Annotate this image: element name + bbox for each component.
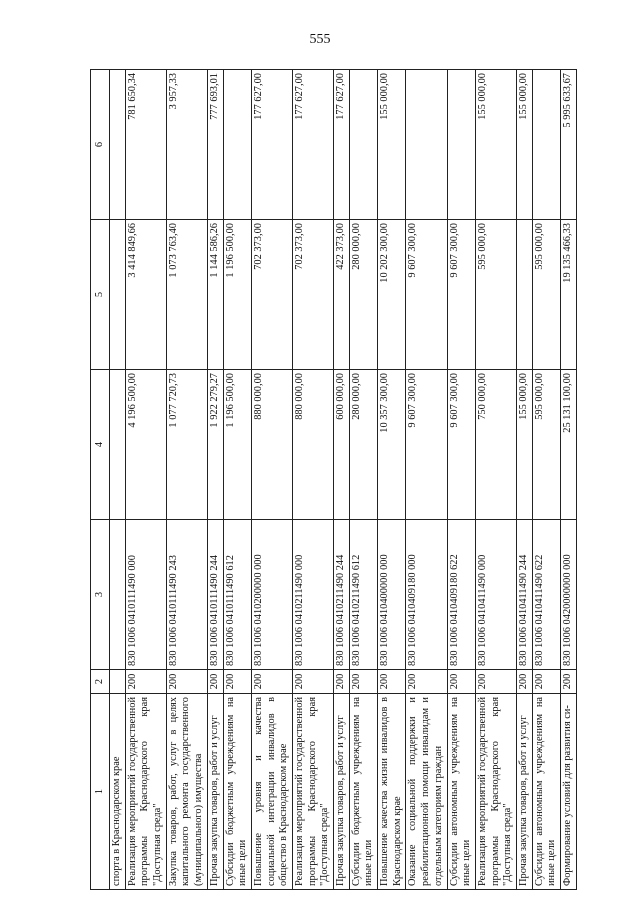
- cell-description: Повышение качества жизни инвалидов в Краснодарском крае: [378, 694, 406, 890]
- cell-budget-code: 830 1006 0410211490 244: [334, 520, 350, 670]
- cell-description: спорта в Краснодарском крае: [110, 694, 126, 890]
- column-header: 5: [91, 220, 110, 370]
- table-row: [516, 70, 532, 890]
- cell-remaining-amount: 177 627,00: [292, 70, 333, 220]
- budget-table: [90, 69, 577, 890]
- cell-remaining-amount: 5 995 633,67: [561, 70, 577, 220]
- table-row: [334, 70, 350, 890]
- cell-description: Формирование условий для развития си-: [561, 694, 577, 890]
- cell-code: 200: [406, 670, 447, 694]
- cell-executed-amount: 280 000,00: [349, 220, 377, 370]
- cell-budget-code: 830 1006 0410411490 622: [532, 520, 560, 670]
- cell-remaining-amount: 781 650,34: [125, 70, 166, 220]
- cell-planned-amount: 880 000,00: [251, 370, 292, 520]
- cell-description: Закупка товаров, работ, услуг в целях капитального ремонта государственного (муниципального) имущества: [166, 694, 207, 890]
- table-row: [349, 70, 377, 890]
- cell-budget-code: 830 1006 0410411490 244: [516, 520, 532, 670]
- cell-executed-amount: 595 000,00: [475, 220, 516, 370]
- cell-description: Субсидии бюджетным учреждениям на иные цели: [349, 694, 377, 890]
- cell-code: 200: [125, 670, 166, 694]
- cell-planned-amount: 10 357 300,00: [378, 370, 406, 520]
- cell-executed-amount: 702 373,00: [251, 220, 292, 370]
- cell-budget-code: 830 1006 0410211490 000: [292, 520, 333, 670]
- cell-description: Прочая закупка товаров, работ и услуг: [207, 694, 223, 890]
- cell-code: 200: [447, 670, 475, 694]
- cell-executed-amount: 10 202 300,00: [378, 220, 406, 370]
- column-header: 2: [91, 670, 110, 694]
- cell-description: Прочая закупка товаров, работ и услуг: [334, 694, 350, 890]
- cell-remaining-amount: [349, 70, 377, 220]
- table-row: [532, 70, 560, 890]
- cell-budget-code: 830 1006 0410211490 612: [349, 520, 377, 670]
- cell-code: 200: [166, 670, 207, 694]
- table-row: [561, 70, 577, 890]
- cell-code: 200: [334, 670, 350, 694]
- cell-description: Субсидии бюджетным учреждениям на иные цели: [223, 694, 251, 890]
- cell-code: 200: [532, 670, 560, 694]
- cell-code: 200: [292, 670, 333, 694]
- cell-budget-code: [110, 520, 126, 670]
- cell-planned-amount: 750 000,00: [475, 370, 516, 520]
- cell-description: Реализация мероприятий государственной программы Краснодарского края "Доступная среда": [292, 694, 333, 890]
- cell-planned-amount: 9 607 300,00: [447, 370, 475, 520]
- cell-remaining-amount: 3 957,33: [166, 70, 207, 220]
- cell-planned-amount: 1 196 500,00: [223, 370, 251, 520]
- cell-remaining-amount: 177 627,00: [251, 70, 292, 220]
- cell-planned-amount: 25 131 100,00: [561, 370, 577, 520]
- cell-executed-amount: [516, 220, 532, 370]
- cell-planned-amount: 1 077 720,73: [166, 370, 207, 520]
- rotated-table-container: [90, 70, 617, 890]
- cell-executed-amount: [110, 220, 126, 370]
- cell-budget-code: 830 1006 0410111490 000: [125, 520, 166, 670]
- cell-remaining-amount: [223, 70, 251, 220]
- cell-budget-code: 830 1006 0410111490 612: [223, 520, 251, 670]
- table-row: [223, 70, 251, 890]
- cell-planned-amount: 595 000,00: [532, 370, 560, 520]
- table-row: [110, 70, 126, 890]
- cell-executed-amount: 9 607 300,00: [406, 220, 447, 370]
- cell-executed-amount: 702 373,00: [292, 220, 333, 370]
- cell-planned-amount: 9 607 300,00: [406, 370, 447, 520]
- page-number: 555: [309, 32, 331, 47]
- column-header: 4: [91, 370, 110, 520]
- table-row: [166, 70, 207, 890]
- rotated-table-frame: [90, 70, 617, 890]
- cell-remaining-amount: 155 000,00: [475, 70, 516, 220]
- cell-remaining-amount: 177 627,00: [334, 70, 350, 220]
- column-header: 1: [91, 694, 110, 890]
- cell-budget-code: 830 1006 0420000000 000: [561, 520, 577, 670]
- cell-remaining-amount: 155 000,00: [378, 70, 406, 220]
- table-row: [292, 70, 333, 890]
- cell-planned-amount: 880 000,00: [292, 370, 333, 520]
- cell-description: Реализация мероприятий государственной программы Краснодарского края "Доступная среда": [475, 694, 516, 890]
- cell-planned-amount: 1 922 279,27: [207, 370, 223, 520]
- cell-executed-amount: 1 144 586,26: [207, 220, 223, 370]
- cell-description: Повышение уровня и качества социальной интеграции инвалидов в общество в Краснодарском крае: [251, 694, 292, 890]
- cell-code: 200: [207, 670, 223, 694]
- cell-planned-amount: 600 000,00: [334, 370, 350, 520]
- cell-code: 200: [516, 670, 532, 694]
- cell-description: Оказание социальной поддержки и реабилитационной помощи инвалидам и отдельным категориям граждан: [406, 694, 447, 890]
- cell-executed-amount: 19 135 466,33: [561, 220, 577, 370]
- cell-code: 200: [349, 670, 377, 694]
- cell-remaining-amount: 155 000,00: [516, 70, 532, 220]
- table-header-row: [91, 70, 110, 890]
- cell-code: 200: [223, 670, 251, 694]
- cell-budget-code: 830 1006 0410111490 244: [207, 520, 223, 670]
- cell-budget-code: 830 1006 0410411490 000: [475, 520, 516, 670]
- cell-code: 200: [251, 670, 292, 694]
- cell-budget-code: 830 1006 0410409180 622: [447, 520, 475, 670]
- cell-remaining-amount: 777 693,01: [207, 70, 223, 220]
- cell-planned-amount: 155 000,00: [516, 370, 532, 520]
- cell-code: 200: [561, 670, 577, 694]
- cell-budget-code: 830 1006 0410111490 243: [166, 520, 207, 670]
- table-row: [125, 70, 166, 890]
- cell-budget-code: 830 1006 0410200000 000: [251, 520, 292, 670]
- budget-table-body: [91, 70, 577, 890]
- cell-description: Реализация мероприятий государственной программы Краснодарского края "Доступная среда": [125, 694, 166, 890]
- cell-remaining-amount: [406, 70, 447, 220]
- cell-remaining-amount: [532, 70, 560, 220]
- cell-executed-amount: 595 000,00: [532, 220, 560, 370]
- cell-executed-amount: 1 073 763,40: [166, 220, 207, 370]
- cell-code: 200: [378, 670, 406, 694]
- cell-code: [110, 670, 126, 694]
- cell-executed-amount: 1 196 500,00: [223, 220, 251, 370]
- table-row: [207, 70, 223, 890]
- cell-planned-amount: 4 196 500,00: [125, 370, 166, 520]
- cell-budget-code: 830 1006 0410409180 000: [406, 520, 447, 670]
- cell-description: Субсидии автономным учреждениям на иные цели: [447, 694, 475, 890]
- cell-planned-amount: 280 000,00: [349, 370, 377, 520]
- cell-code: 200: [475, 670, 516, 694]
- table-row: [378, 70, 406, 890]
- column-header: 3: [91, 520, 110, 670]
- cell-description: Прочая закупка товаров, работ и услуг: [516, 694, 532, 890]
- column-header: 6: [91, 70, 110, 220]
- table-row: [406, 70, 447, 890]
- cell-executed-amount: 422 373,00: [334, 220, 350, 370]
- cell-planned-amount: [110, 370, 126, 520]
- cell-remaining-amount: [110, 70, 126, 220]
- cell-executed-amount: 9 607 300,00: [447, 220, 475, 370]
- table-row: [251, 70, 292, 890]
- cell-description: Субсидии автономным учреждениям на иные цели: [532, 694, 560, 890]
- cell-remaining-amount: [447, 70, 475, 220]
- table-row: [447, 70, 475, 890]
- cell-executed-amount: 3 414 849,66: [125, 220, 166, 370]
- table-row: [475, 70, 516, 890]
- cell-budget-code: 830 1006 0410400000 000: [378, 520, 406, 670]
